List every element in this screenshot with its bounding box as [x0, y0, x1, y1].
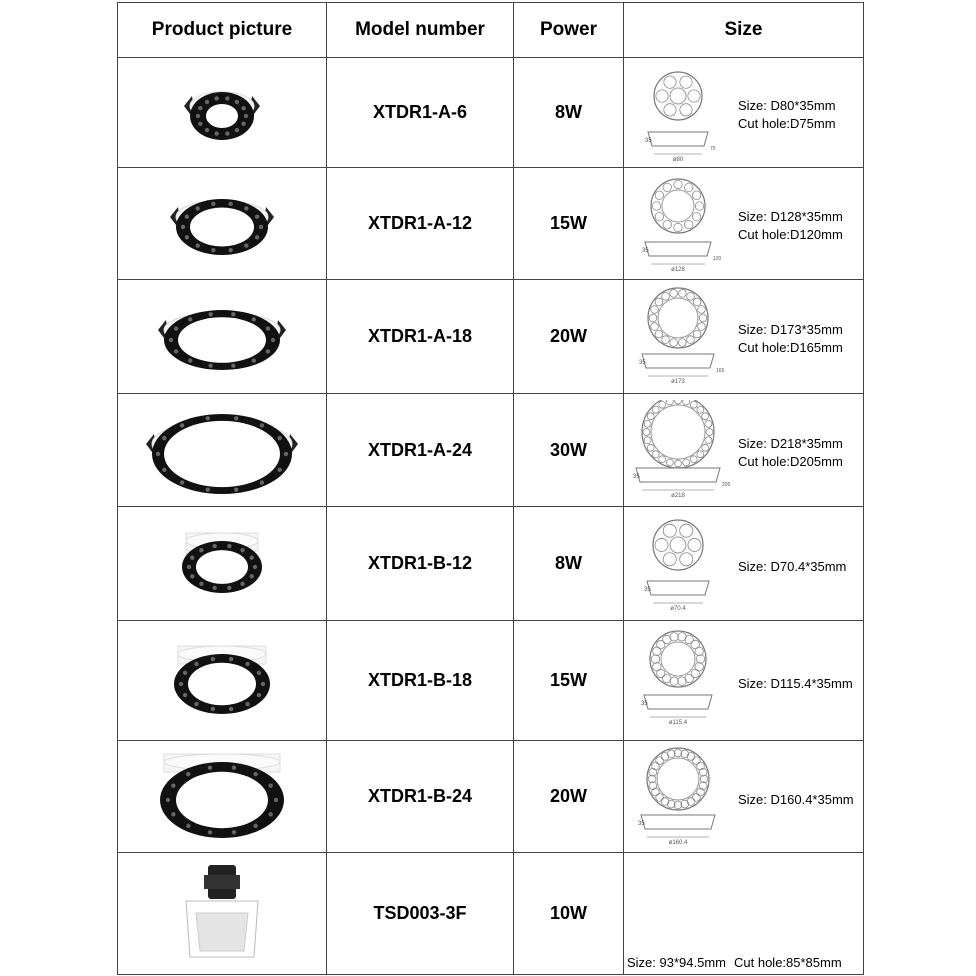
size-text: Size: D173*35mm [738, 322, 843, 337]
product-picture-cell [118, 741, 327, 853]
product-photo [122, 171, 322, 271]
power-cell: 15W [514, 621, 624, 741]
table-row [118, 394, 864, 507]
size-cell [624, 853, 864, 975]
drawing-height-label: 35 [639, 360, 646, 366]
table-row [118, 741, 864, 853]
table-row [118, 853, 864, 975]
cut-hole-text: Cut hole:D165mm [738, 340, 843, 355]
drawing-height-label: 35 [645, 138, 652, 144]
product-picture-cell [118, 58, 327, 168]
power-cell: 8W [514, 58, 624, 168]
cut-hole-text: Cut hole:D120mm [738, 227, 843, 242]
technical-drawing [630, 286, 730, 386]
power-cell: 8W [514, 507, 624, 621]
size-text: Size: D80*35mm [738, 98, 836, 113]
size-cell [624, 741, 864, 853]
drawing-cut-label: 205 [722, 482, 730, 488]
header-model-number: Model number [327, 3, 514, 58]
product-photo [122, 744, 322, 844]
drawing-cut-label: 165 [716, 368, 725, 374]
cut-hole-text: Cut hole:85*85mm [734, 955, 842, 970]
product-photo [122, 628, 322, 728]
technical-drawing [630, 64, 730, 164]
power-cell: 20W [514, 280, 624, 394]
technical-drawing [630, 747, 730, 847]
drawing-height-label: 35 [638, 821, 645, 827]
product-picture-cell [118, 621, 327, 741]
product-picture-cell [118, 507, 327, 621]
model-number-cell: XTDR1-A-6 [327, 58, 514, 168]
technical-drawing [630, 400, 730, 500]
model-number-cell: XTDR1-A-24 [327, 394, 514, 507]
drawing-diameter-label: ø218 [671, 493, 685, 499]
product-photo [122, 284, 322, 384]
product-photo [122, 861, 322, 961]
model-number-cell: XTDR1-B-18 [327, 621, 514, 741]
header-power: Power [514, 3, 624, 58]
size-text: Size: D128*35mm [738, 209, 843, 224]
drawing-diameter-label: ø128 [671, 267, 685, 273]
drawing-diameter-label: ø80 [672, 157, 684, 163]
cut-hole-text: Cut hole:D75mm [738, 116, 836, 131]
drawing-height-label: 35 [642, 248, 649, 254]
technical-drawing [630, 174, 730, 274]
drawing-cut-label: 75 [710, 146, 716, 152]
table-row [118, 280, 864, 394]
model-number-cell: XTDR1-A-12 [327, 168, 514, 280]
size-cell [624, 280, 864, 394]
product-picture-cell [118, 853, 327, 975]
table-row [118, 58, 864, 168]
drawing-diameter-label: ø115.4 [668, 720, 688, 726]
size-text: Size: D115.4*35mm [738, 676, 853, 691]
size-cell [624, 507, 864, 621]
product-photo [122, 511, 322, 611]
drawing-height-label: 35 [641, 701, 648, 707]
size-cell [624, 621, 864, 741]
drawing-height-label: 35 [644, 587, 651, 593]
drawing-diameter-label: ø70.4 [670, 606, 686, 612]
header-size: Size [624, 3, 864, 58]
drawing-diameter-label: ø173 [671, 379, 685, 385]
size-cell [624, 58, 864, 168]
model-number-cell: XTDR1-B-12 [327, 507, 514, 621]
size-cell [624, 168, 864, 280]
power-cell: 10W [514, 853, 624, 975]
power-cell: 30W [514, 394, 624, 507]
size-text: Size: D160.4*35mm [738, 792, 854, 807]
cut-hole-text: Cut hole:D205mm [738, 453, 843, 469]
table-row [118, 621, 864, 741]
model-number-cell: XTDR1-A-18 [327, 280, 514, 394]
power-cell: 20W [514, 741, 624, 853]
model-number-cell: TSD003-3F [327, 853, 514, 975]
drawing-height-label: 35 [633, 474, 640, 480]
table-row [118, 168, 864, 280]
product-spec-table [117, 2, 864, 975]
size-cell [624, 394, 864, 507]
product-photo [122, 398, 322, 498]
size-text: Size: D218*35mm [738, 435, 843, 451]
model-number-cell: XTDR1-B-24 [327, 741, 514, 853]
product-picture-cell [118, 394, 327, 507]
product-photo [122, 60, 322, 160]
header-row [118, 3, 864, 58]
header-product-picture: Product picture [118, 3, 327, 58]
technical-drawing [630, 627, 730, 727]
size-text: Size: D70.4*35mm [738, 559, 847, 574]
technical-drawing [630, 513, 730, 613]
drawing-diameter-label: ø160.4 [668, 840, 688, 846]
drawing-cut-label: 120 [713, 256, 722, 262]
product-picture-cell [118, 168, 327, 280]
product-picture-cell [118, 280, 327, 394]
size-text: Size: 93*94.5mm [627, 955, 726, 970]
table-row [118, 507, 864, 621]
power-cell: 15W [514, 168, 624, 280]
